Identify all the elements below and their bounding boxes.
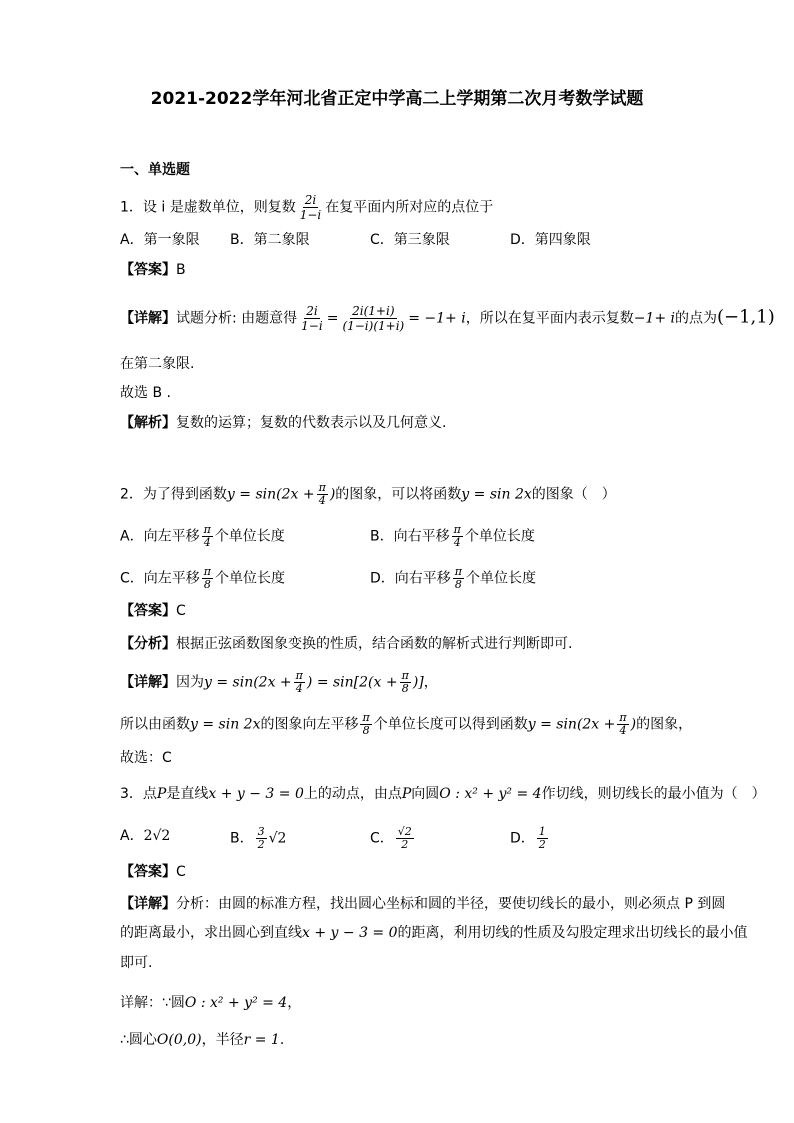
answer-value: B xyxy=(176,262,186,278)
q1-option-c: C．第三象限 xyxy=(370,232,450,248)
q1-option-a: A．第一象限 xyxy=(120,232,200,248)
q3-option-c: C． $\frac{√2}{2}$ xyxy=(370,825,412,851)
q2-choose: 故选：C xyxy=(120,750,172,766)
page-title: 2021-2022学年河北省正定中学高二上学期第二次月考数学试题 xyxy=(150,89,644,109)
q3-detail-line1: 【详解】分析：由圆的标准方程，找出圆心坐标和圆的半径，要使切线长的最小，则必须点 P 到圆 xyxy=(120,896,726,912)
q1-stem-text-a: 1．设 i 是虚数单位，则复数 xyxy=(120,199,296,216)
answer-tag: 【答案】 xyxy=(120,262,176,278)
q3-option-b: B． $\frac{3}{2}$ √2 xyxy=(230,825,287,851)
q1-detail-frac2: $\frac{2i(1+i)}{(1-i)(1+i)}$ xyxy=(342,304,405,333)
q1-option-d: D．第四象限 xyxy=(510,232,591,248)
q3-stem: 3．点P是直线x + y − 3 = 0上的动点，由点P向圆O : x² + y² = 4作切线，则切线长的最小值为（ ） xyxy=(120,786,766,802)
q3-detail-line3: 即可. xyxy=(120,955,153,971)
q2-stem: 2．为了得到函数y = sin(2x + $\frac{\pi}{4}$ )的图象，可以将函数y = sin 2x的图象（ ） xyxy=(120,481,616,507)
q1-choose: 故选 B . xyxy=(120,385,171,401)
q1-detail-frac1: $\frac{2i}{1-i}$ xyxy=(301,304,323,333)
q3-option-a: A．2√2 xyxy=(120,828,171,844)
q3-xiangjie: 详解：∵圆O : x² + y² = 4， xyxy=(120,995,302,1011)
q1-option-b: B．第二象限 xyxy=(230,232,310,248)
section-heading: 一、单选题 xyxy=(120,162,190,178)
q2-analysis: 【分析】根据正弦函数图象变换的性质，结合函数的解析式进行判断即可. xyxy=(120,636,573,652)
q1-answer xyxy=(120,260,186,280)
q2-option-c: C．向左平移 $\frac{\pi}{8}$ 个单位长度 xyxy=(120,565,286,591)
q2-detail-line2: 所以由函数y = sin 2x的图象向左平移 $\frac{\pi}{8}$ 个单位长度可以得到函数y = sin(2x + $\frac{\pi}{4}$ )的图象， xyxy=(120,711,693,737)
q1-detail: 【详解】试题分析: 由题意得 $\frac{2i}{1-i}$ = $\frac{2i(1+i)}{(1-i)(1+i)}$ = −1+ i，所以在复平面内表示复数−1+ i的点为(−1,1) xyxy=(120,304,775,333)
q3-center: ∴圆心O(0,0)，半径r = 1. xyxy=(120,1032,285,1048)
q2-option-d: D．向右平移 $\frac{\pi}{8}$ 个单位长度 xyxy=(370,565,537,591)
q2-option-a: A．向左平移 $\frac{\pi}{4}$ 个单位长度 xyxy=(120,523,285,549)
q1-detail-line2: 在第二象限. xyxy=(120,356,195,372)
q2-option-b: B．向右平移 $\frac{\pi}{4}$ 个单位长度 xyxy=(370,523,535,549)
q3-option-d: D． $\frac{1}{2}$ xyxy=(510,825,546,851)
q1-analysis: 【解析】复数的运算；复数的代数表示以及几何意义. xyxy=(120,415,447,431)
q1-stem-text-b: 在复平面内所对应的点位于 xyxy=(325,199,494,216)
q3-answer: 【答案】C xyxy=(120,864,186,880)
q1-stem xyxy=(120,193,493,222)
q2-answer: 【答案】C xyxy=(120,603,186,619)
q3-detail-line2: 的距离最小，求出圆心到直线x + y − 3 = 0的距离，利用切线的性质及勾股定理求出切线长的最小值 xyxy=(120,925,748,941)
detail-tag: 【详解】 xyxy=(120,310,176,327)
q1-stem-fraction: $\frac{2i}{1-i}$ xyxy=(299,193,322,222)
q2-detail: 【详解】因为y = sin(2x + $\frac{\pi}{4}$ ) = sin[2(x + $\frac{\pi}{8}$ )]， xyxy=(120,669,438,695)
